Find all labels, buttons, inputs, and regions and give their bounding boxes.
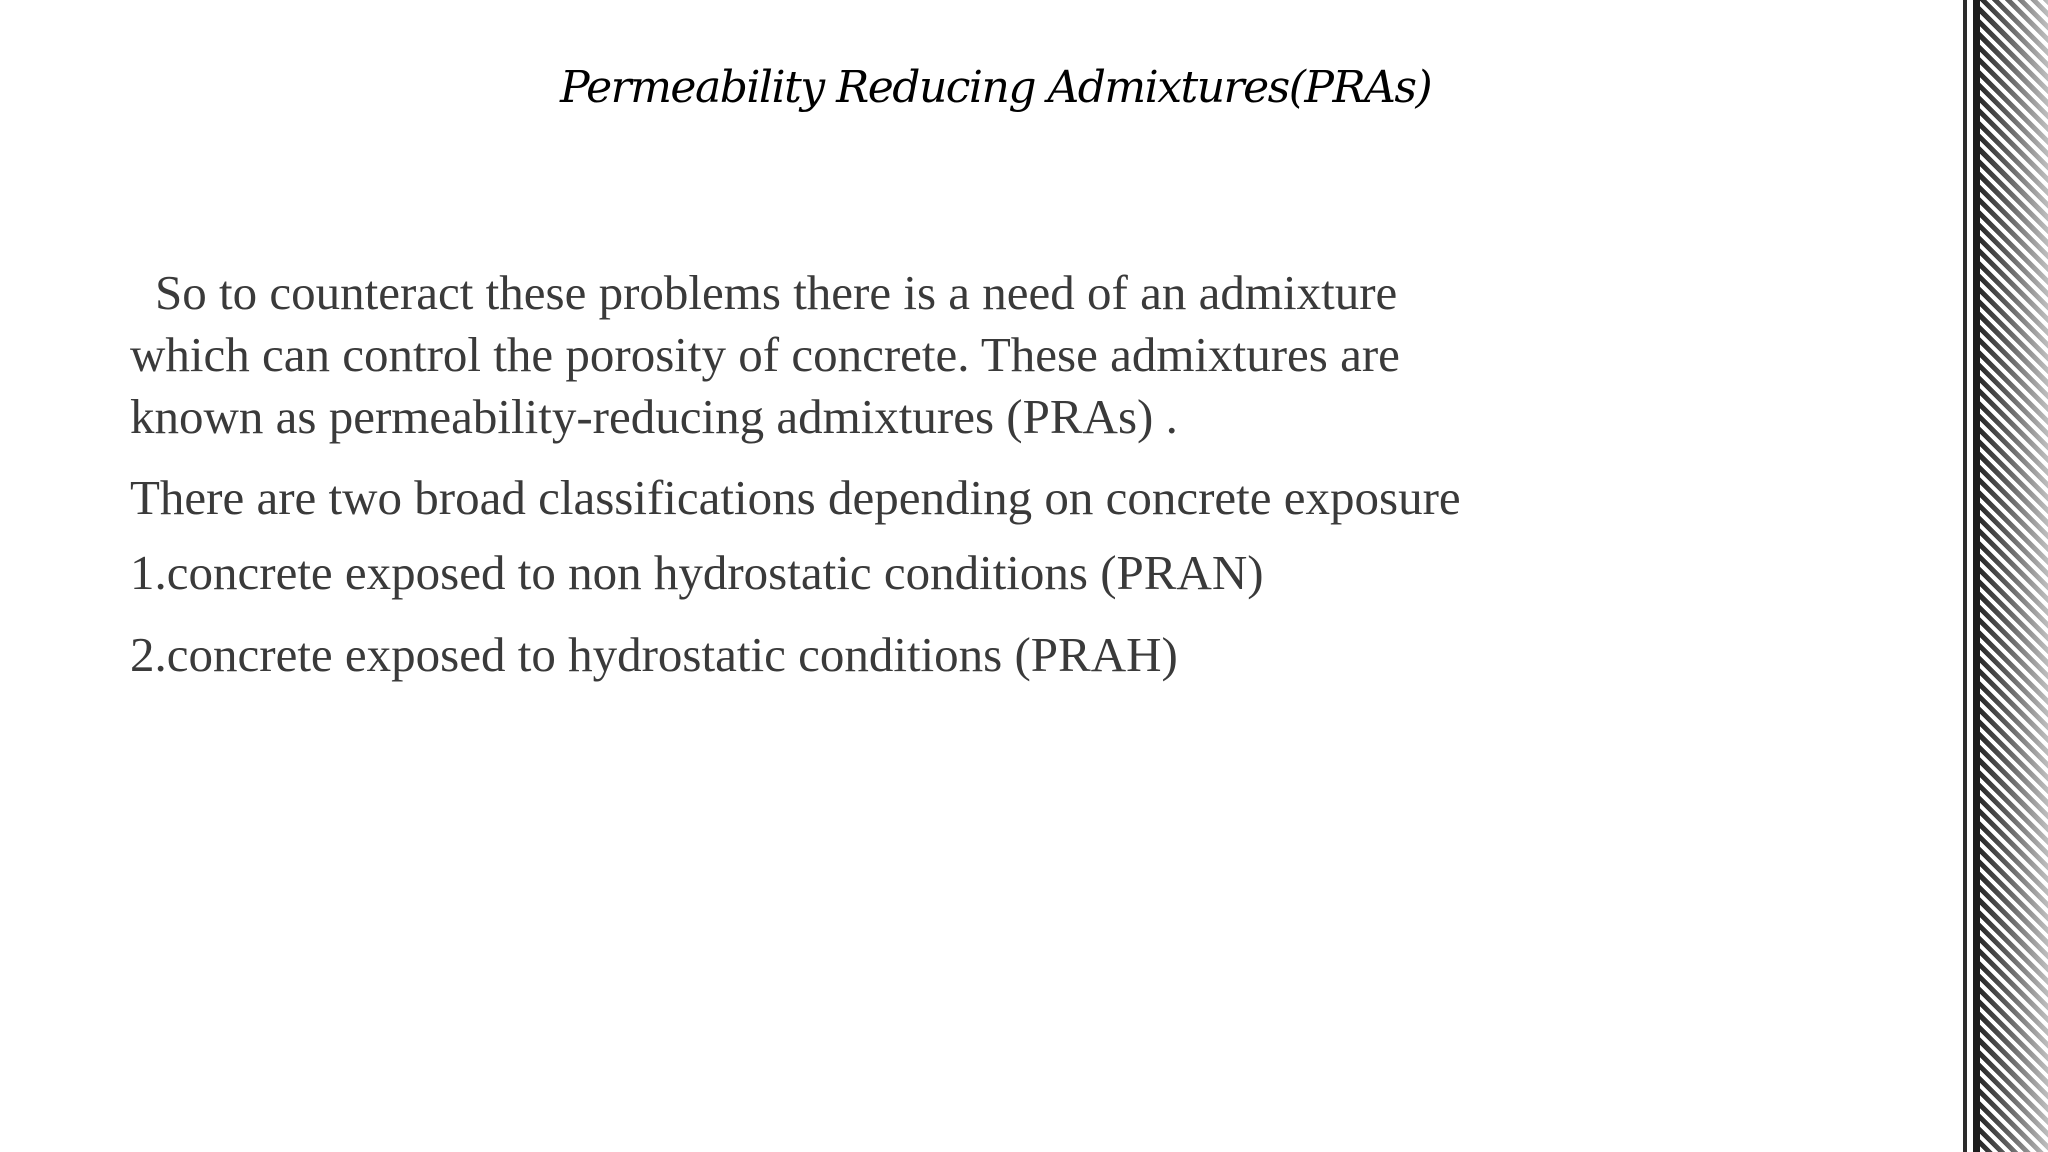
paragraph-line: known as permeability-reducing admixtures (PRAs) .: [130, 389, 1178, 444]
classification-intro: There are two broad classifications depending on concrete exposure: [130, 470, 1461, 525]
paragraph-line: which can control the porosity of concrete. These admixtures are: [130, 327, 1400, 382]
decorative-edge-band: [1980, 0, 2048, 1152]
classification-item-pran: 1.concrete exposed to non hydrostatic conditions (PRAN): [130, 545, 1264, 600]
classification-item-prah: 2.concrete exposed to hydrostatic conditions (PRAH): [130, 627, 1178, 682]
paragraph-line: So to counteract these problems there is a need of an admixture: [155, 265, 1398, 320]
intro-paragraph: [130, 262, 1570, 448]
edge-rule: [1973, 0, 1980, 1152]
slide-title: Permeability Reducing Admixtures(PRAs): [560, 62, 1432, 113]
